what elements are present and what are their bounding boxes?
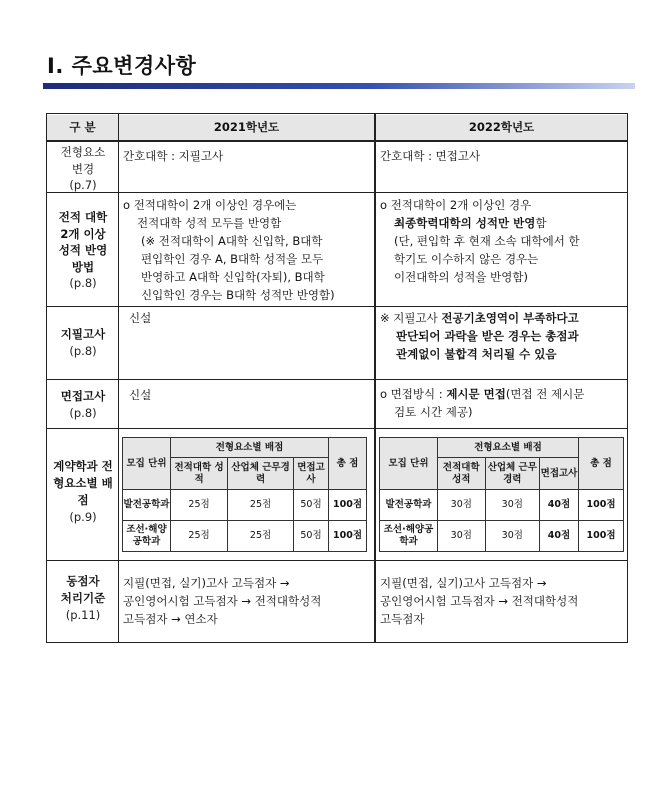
row-page-ref: (p.8) (69, 343, 97, 358)
emphasis-text: 전공기초영역이 부족하다고 (441, 311, 579, 325)
table-cell-total: 100점 (329, 490, 367, 521)
table-cell: 25점 (171, 521, 228, 552)
text-prefix: o 면접방식 : (380, 387, 447, 401)
text-line: 이전대학의 성적을 반영함) (394, 270, 528, 284)
row-page-ref: (p.8) (69, 276, 97, 290)
row-page-ref: (p.9) (69, 510, 97, 524)
cell-2022-written-exam (380, 309, 626, 363)
table-cell-total: 100점 (579, 490, 624, 521)
text-prefix: ※ 지필고사 (380, 311, 442, 325)
cell-2021-tie-break (123, 574, 373, 628)
table-row-unit: 조선·해양공학과 (123, 521, 171, 552)
table-cell: 50점 (294, 490, 329, 521)
emphasis-text: 제시문 면접 (446, 387, 506, 401)
text-line: 학기도 이수하지 않은 경우는 (394, 252, 539, 266)
text-line: 고득점자 (380, 612, 425, 626)
col-divider (374, 114, 376, 642)
row-divider (47, 140, 627, 142)
cell-2021-element-change: 간호대학 : 지필고사 (123, 149, 224, 163)
text-line (380, 385, 626, 403)
row-label-text: 전적 대학 2개 이상 성적 반영 방법 (58, 210, 108, 274)
cell-2021-written-exam: 신설 (129, 311, 152, 325)
row-page-ref: (p.11) (65, 608, 101, 622)
row-label-text: 동점자 처리기준 (60, 574, 106, 605)
table-cell: 40점 (540, 521, 579, 552)
cell-2022-grade-method (380, 196, 626, 286)
emphasis-text: 최종학력대학의 성적만 반영 (394, 216, 536, 230)
row-label-written-exam (48, 326, 118, 359)
text-line: o 전적대학이 2개 이상인 경우에는 (123, 198, 297, 212)
table-cell: 25점 (228, 490, 294, 521)
col-header-group: 전형요소별 배점 (171, 438, 329, 458)
text-line (380, 214, 626, 232)
page-title: Ⅰ. 주요변경사항 (47, 54, 197, 78)
row-label-text: 전형요소 변경 (60, 145, 106, 176)
col-header-transcript: 전적대학 성적 (438, 458, 486, 490)
row-divider (47, 306, 627, 307)
text-tail: 함 (535, 216, 547, 230)
row-label-tie-break (48, 573, 118, 624)
text-line: 신입학인 경우는 B대학 성적만 반영함) (141, 288, 335, 302)
table-cell: 50점 (294, 521, 329, 552)
row-divider (47, 192, 627, 193)
table-row-unit: 발전공학과 (380, 490, 438, 521)
text-line: (단, 편입학 후 현재 소속 대학에서 한 (394, 234, 580, 248)
cell-2021-interview: 신설 (129, 388, 152, 402)
text-line: 지필(면접, 실기)고사 고득점자 → (123, 576, 290, 590)
col-header-group: 전형요소별 배점 (438, 438, 579, 458)
cell-2022-element-change: 간호대학 : 면접고사 (380, 149, 481, 163)
row-label-text: 계약학과 전형요소별 배점 (53, 459, 113, 507)
score-table-2022 (379, 437, 624, 552)
row-label-contract-dept (48, 458, 118, 526)
col-header-work-experience: 산업체 근무경력 (228, 458, 294, 490)
table-cell: 30점 (485, 521, 539, 552)
table-row-unit: 발전공학과 (123, 490, 171, 521)
row-page-ref: (p.8) (69, 405, 97, 420)
col-header-interview: 면접고사 (540, 458, 579, 490)
table-cell: 30점 (438, 490, 486, 521)
col-header-interview: 면접고사 (294, 458, 329, 490)
row-divider (47, 560, 627, 561)
text-line: (※ 전적대학이 A대학 신입학, B대학 (141, 234, 323, 248)
col-header-transcript: 전적대학 성적 (171, 458, 228, 490)
title-underline-bar (43, 83, 635, 89)
emphasis-text: 관계없이 불합격 처리될 수 있음 (396, 347, 557, 361)
table-cell: 30점 (438, 521, 486, 552)
row-label-grade-method (48, 209, 118, 292)
text-line: o 전적대학이 2개 이상인 경우 (380, 198, 532, 212)
table-cell: 25점 (228, 521, 294, 552)
table-cell-total: 100점 (579, 521, 624, 552)
col-header-work-experience: 산업체 근무경력 (485, 458, 539, 490)
row-label-text: 면접고사 (60, 389, 106, 403)
row-page-ref: (p.7) (69, 178, 97, 192)
text-line: 공인영어시험 고득점자 → 전적대학성적 (123, 594, 322, 608)
col-header-total: 총 점 (329, 438, 367, 490)
table-cell: 30점 (485, 490, 539, 521)
col-header-total: 총 점 (579, 438, 624, 490)
col-header-unit: 모집 단위 (123, 438, 171, 490)
table-cell-total: 100점 (329, 521, 367, 552)
col-header-unit: 모집 단위 (380, 438, 438, 490)
row-label-text: 지필고사 (60, 327, 106, 341)
row-label-interview (48, 388, 118, 421)
header-2022: 2022학년도 (468, 120, 535, 134)
text-line: 공인영어시험 고득점자 → 전적대학성적 (380, 594, 579, 608)
text-line: 편입학인 경우 A, B대학 성적을 모두 (141, 252, 324, 266)
text-line: 전적대학 성적 모두를 반영함 (137, 216, 282, 230)
col-divider (118, 114, 119, 642)
row-divider (47, 379, 627, 380)
text-line: 지필(면접, 실기)고사 고득점자 → (380, 576, 547, 590)
header-label: 구 분 (69, 120, 96, 134)
score-table-2021 (122, 437, 367, 552)
cell-2022-tie-break (380, 574, 626, 628)
cell-2021-grade-method (123, 196, 373, 304)
text-line: 검토 시간 제공) (394, 405, 473, 419)
table-cell: 25점 (171, 490, 228, 521)
text-line: 반영하고 A대학 신입학(자퇴), B대학 (141, 270, 325, 284)
text-line (380, 345, 626, 363)
table-cell: 40점 (540, 490, 579, 521)
text-line (380, 327, 626, 345)
text-line: 고득점자 → 연소자 (123, 612, 218, 626)
header-2021: 2021학년도 (213, 120, 280, 134)
text-tail: (면접 전 제시문 (505, 387, 585, 401)
row-label-element-change (48, 144, 118, 194)
emphasis-text: 판단되어 과락을 받은 경우는 총점과 (396, 329, 579, 343)
table-row-unit: 조선·해양공학과 (380, 521, 438, 552)
text-line (380, 309, 626, 327)
cell-2022-interview (380, 385, 626, 421)
row-divider (47, 428, 627, 429)
